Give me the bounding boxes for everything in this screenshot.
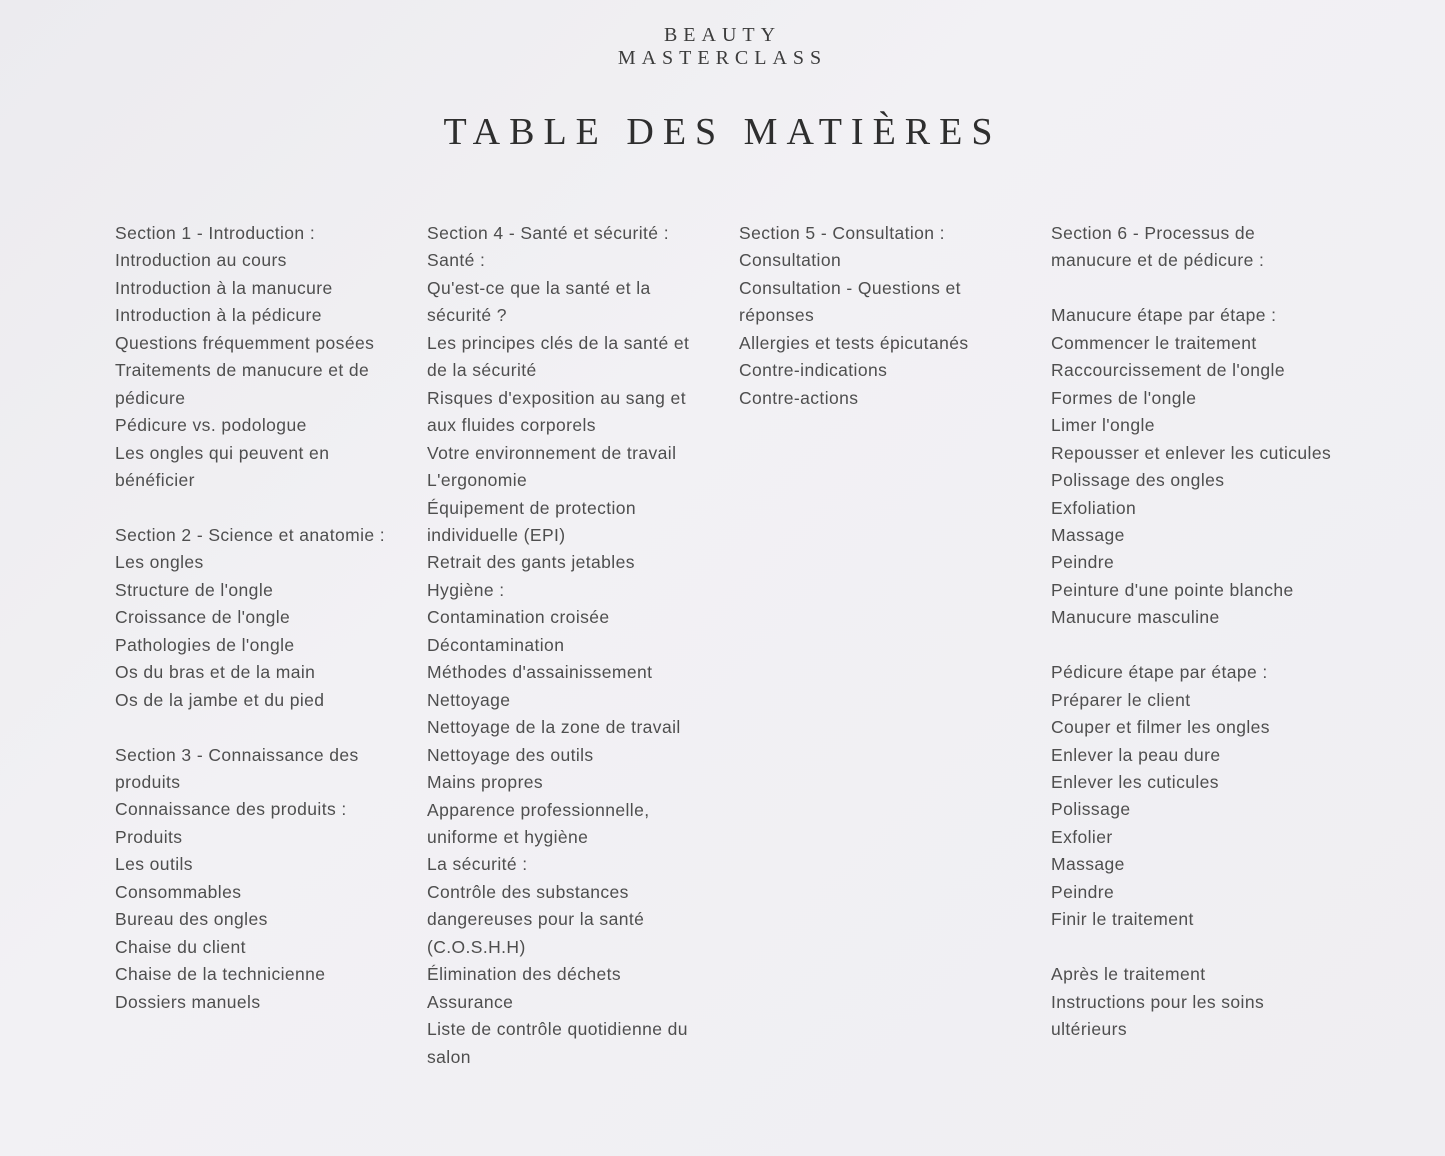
toc-entry: Traitements de manucure et de <box>115 360 370 381</box>
toc-entry: Os de la jambe et du pied <box>115 689 325 710</box>
toc-entry: Contre-indications <box>739 360 888 381</box>
toc-entry: Exfoliation <box>1051 497 1137 518</box>
toc-entry: Section 2 - Science et anatomie : <box>115 524 386 545</box>
toc-entry: ultérieurs <box>1051 1019 1127 1040</box>
toc-spacer <box>1051 632 1341 659</box>
toc-entry: Les principes clés de la santé et <box>427 332 690 353</box>
toc-entry: Manucure étape par étape : <box>1051 305 1277 326</box>
toc-entry: Section 4 - Santé et sécurité : <box>427 223 669 243</box>
toc-entry: Chaise de la technicienne <box>115 964 326 985</box>
toc-entry: Après le traitement <box>1051 964 1206 985</box>
toc-entry: Polissage des ongles <box>1051 470 1225 491</box>
toc-entry: produits <box>115 772 181 793</box>
toc-entry: Section 5 - Consultation : <box>739 223 945 243</box>
page-title: TABLE DES MATIÈRES <box>443 111 1002 153</box>
toc-entry: uniforme et hygiène <box>427 826 589 847</box>
toc-entry: Retrait des gants jetables <box>427 552 635 573</box>
toc-entry: Croissance de l'ongle <box>115 607 291 628</box>
toc-entry: Qu'est-ce que la santé et la <box>427 277 651 298</box>
toc-entry: Les outils <box>115 854 193 875</box>
toc-entry: Massage <box>1051 854 1125 875</box>
toc-entry: salon <box>427 1046 471 1067</box>
toc-entry: Nettoyage des outils <box>427 744 594 765</box>
toc-entry: Équipement de protection <box>427 497 637 518</box>
toc-entry: Questions fréquemment posées <box>115 332 375 353</box>
toc-entry: aux fluides corporels <box>427 415 596 436</box>
toc-entry: Élimination des déchets <box>427 964 622 985</box>
toc-entry: L'ergonomie <box>427 470 528 491</box>
toc-entry: Chaise du client <box>115 936 246 957</box>
toc-entry: manucure et de pédicure : <box>1051 250 1265 271</box>
toc-entry: Polissage <box>1051 799 1131 820</box>
toc-entry: Consultation <box>739 250 842 271</box>
toc-entry: Apparence professionnelle, <box>427 799 650 820</box>
toc-entry: Peindre <box>1051 881 1115 902</box>
toc-entry: Massage <box>1051 524 1125 545</box>
toc-entry: Hygiène : <box>427 579 505 600</box>
toc-entry: Liste de contrôle quotidienne du <box>427 1019 688 1040</box>
toc-entry: La sécurité : <box>427 854 528 875</box>
toc-entry: Section 3 - Connaissance des <box>115 744 359 765</box>
toc-entry: Décontamination <box>427 634 565 655</box>
toc-spacer <box>1051 275 1341 302</box>
toc-entry: Enlever les cuticules <box>1051 772 1219 793</box>
toc-entry: Pathologies de l'ongle <box>115 634 295 655</box>
toc-entry: dangereuses pour la santé <box>427 909 645 930</box>
toc-entry: sécurité ? <box>427 305 507 326</box>
toc-entry: Enlever la peau dure <box>1051 744 1221 765</box>
toc-column-1 <box>115 220 405 1016</box>
toc-entry: Assurance <box>427 991 514 1012</box>
toc-entry: Votre environnement de travail <box>427 442 677 463</box>
brand-line-1: BEAUTY <box>663 24 782 46</box>
toc-entry: Consultation - Questions et <box>739 277 961 298</box>
toc-entry: Repousser et enlever les cuticules <box>1051 442 1332 463</box>
toc-entry: pédicure <box>115 387 186 408</box>
toc-entry: Couper et filmer les ongles <box>1051 717 1270 738</box>
toc-entry: Santé : <box>427 250 486 271</box>
toc-entry: Méthodes d'assainissement <box>427 662 653 683</box>
toc-entry: Introduction au cours <box>115 250 287 271</box>
toc-entry: Mains propres <box>427 772 544 793</box>
toc-entry: Consommables <box>115 881 242 902</box>
toc-entry: Introduction à la manucure <box>115 277 333 298</box>
toc-entry: Introduction à la pédicure <box>115 305 322 326</box>
toc-entry: Les ongles qui peuvent en <box>115 442 330 463</box>
toc-entry: Section 6 - Processus de <box>1051 223 1256 243</box>
brand-line-2: MASTERCLASS <box>617 47 828 69</box>
toc-entry: bénéficier <box>115 470 195 491</box>
toc-column-4 <box>1051 220 1341 1044</box>
toc-entry: Bureau des ongles <box>115 909 268 930</box>
toc-spacer <box>115 714 405 741</box>
toc-entry: Raccourcissement de l'ongle <box>1051 360 1285 381</box>
toc-entry: Structure de l'ongle <box>115 579 274 600</box>
toc-spacer <box>1051 934 1341 961</box>
toc-entry: (C.O.S.H.H) <box>427 936 526 957</box>
toc-entry: Manucure masculine <box>1051 607 1220 628</box>
toc-entry: Risques d'exposition au sang et <box>427 387 686 408</box>
toc-entry: Peindre <box>1051 552 1115 573</box>
toc-entry: Nettoyage <box>427 689 511 710</box>
toc-entry: Commencer le traitement <box>1051 332 1257 353</box>
toc-entry: Dossiers manuels <box>115 991 261 1012</box>
toc-entry: Contre-actions <box>739 387 859 408</box>
toc-entry: Contrôle des substances <box>427 881 629 902</box>
toc-entry: Formes de l'ongle <box>1051 387 1197 408</box>
toc-entry: Os du bras et de la main <box>115 662 316 683</box>
brand-logo <box>0 24 1445 70</box>
toc-entry: de la sécurité <box>427 360 537 381</box>
toc-entry: Contamination croisée <box>427 607 610 628</box>
toc-spacer <box>115 495 405 522</box>
toc-entry: Instructions pour les soins <box>1051 991 1265 1012</box>
toc-entry: Pédicure étape par étape : <box>1051 662 1268 683</box>
toc-column-2 <box>427 220 717 1071</box>
toc-entry: Allergies et tests épicutanés <box>739 332 969 353</box>
toc-entry: Limer l'ongle <box>1051 415 1155 436</box>
toc-entry: Préparer le client <box>1051 689 1191 710</box>
toc-entry: Pédicure vs. podologue <box>115 415 307 436</box>
toc-entry: Les ongles <box>115 552 204 573</box>
toc-entry: Section 1 - Introduction : <box>115 223 316 243</box>
toc-column-3 <box>739 220 1029 412</box>
toc-entry: réponses <box>739 305 815 326</box>
toc-entry: Exfolier <box>1051 826 1113 847</box>
toc-entry: Peinture d'une pointe blanche <box>1051 579 1294 600</box>
toc-entry: Produits <box>115 826 183 847</box>
toc-entry: individuelle (EPI) <box>427 524 566 545</box>
toc-entry: Connaissance des produits : <box>115 799 347 820</box>
toc-entry: Nettoyage de la zone de travail <box>427 717 681 738</box>
toc-entry: Finir le traitement <box>1051 909 1194 930</box>
